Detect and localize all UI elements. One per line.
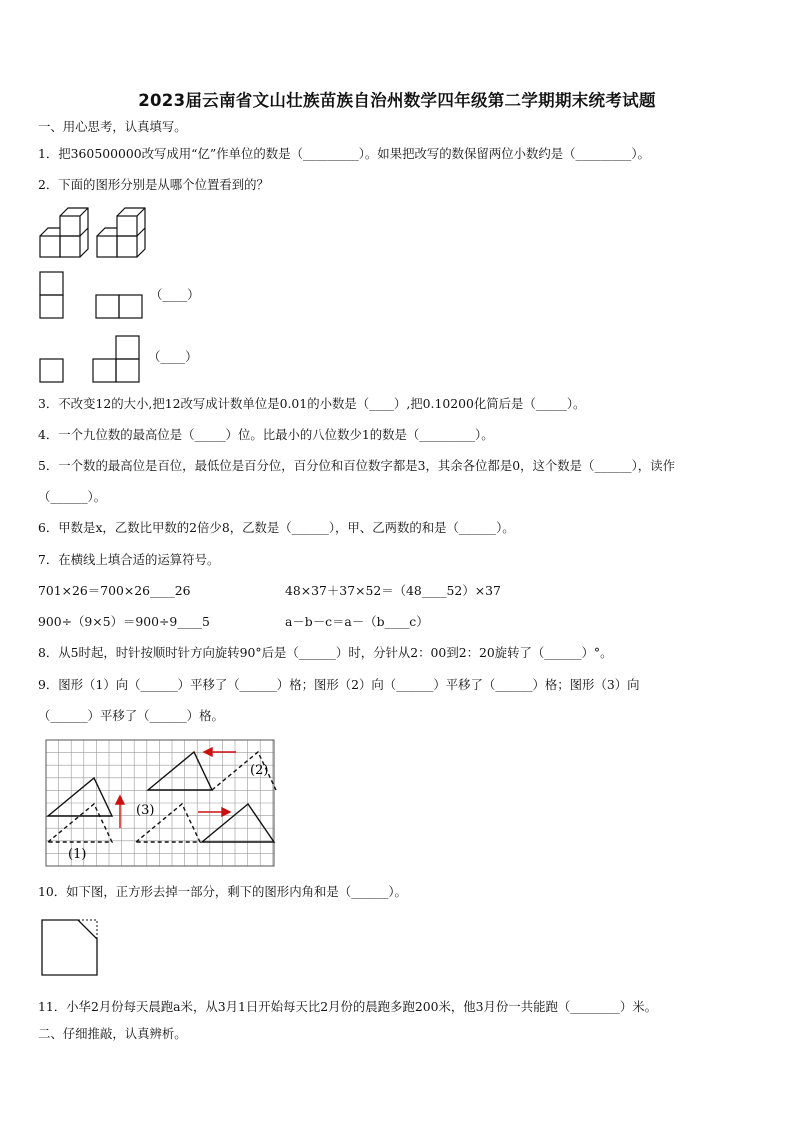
question-7-item-d: a－b－c＝a－（b____c）	[285, 614, 429, 629]
question-7-item-b: 48×37＋37×52＝（48____52）×37	[285, 583, 501, 598]
question-9-line-1: 9．图形（1）向（______）平移了（______）格；图形（2）向（______）平移了（______）格；图形（3）向	[38, 677, 640, 692]
question-8: 8．从5时起，时针按顺时针方向旋转90°后是（______）时，分针从2：00到2：20旋转了（______）°。	[38, 645, 613, 660]
question-7-item-c: 900÷（9×5）＝900÷9____5	[38, 614, 210, 629]
question-9-line-2: （______）平移了（______）格。	[38, 708, 224, 723]
q2-answer-blank-b[interactable]: （____）	[148, 349, 198, 364]
shape-2-label: (2)	[250, 763, 269, 778]
shape-1-solid	[48, 778, 112, 816]
question-2: 2．下面的图形分别是从哪个位置看到的？	[38, 177, 269, 192]
view-figure-b	[38, 334, 148, 384]
page-title: 2023届云南省文山壮族苗族自治州数学四年级第二学期期末统考试题	[138, 91, 656, 110]
shape-3-label: (3)	[136, 803, 155, 818]
cube-stack-figure	[38, 203, 158, 259]
shape-1-dashed	[48, 804, 112, 842]
question-5-line-2: （______）。	[38, 489, 107, 504]
view-figure-a	[38, 270, 148, 320]
translation-grid-figure	[46, 740, 274, 868]
q2-answer-blank-a[interactable]: （____）	[150, 287, 200, 302]
question-7: 7．在横线上填合适的运算符号。	[38, 552, 220, 567]
question-3: 3．不改变12的大小,把12改写成计数单位是0.01的小数是（____）,把0.10200化简后是（_____）。	[38, 396, 586, 411]
cut-square-figure	[40, 918, 100, 978]
question-1: 1．把360500000改写成用“亿”作单位的数是（_________）。如果把改写的数保留两位小数约是（_________）。	[38, 146, 650, 161]
section-heading-1: 一、用心思考，认真填写。	[38, 119, 187, 134]
question-10: 10．如下图，正方形去掉一部分，剩下的图形内角和是（______）。	[38, 884, 407, 899]
shape-1-label: (1)	[68, 847, 87, 862]
question-4: 4．一个九位数的最高位是（_____）位。比最小的八位数少1的数是（_________）。	[38, 427, 494, 442]
section-heading-2: 二、仔细推敲，认真辨析。	[38, 1026, 187, 1041]
shape-2-solid	[148, 752, 212, 790]
question-5-line-1: 5．一个数的最高位是百位，最低位是百分位，百分位和百位数字都是3，其余各位都是0，这个数是（______），读作	[38, 458, 675, 473]
question-6: 6．甲数是x，乙数比甲数的2倍少8，乙数是（______），甲、乙两数的和是（______）。	[38, 520, 515, 535]
question-11: 11．小华2月份每天晨跑a米，从3月1日开始每天比2月份的晨跑多跑200米，他3月份一共能跑（________）米。	[38, 999, 658, 1014]
question-7-item-a: 701×26＝700×26____26	[38, 583, 191, 598]
shape-3-solid	[202, 804, 274, 842]
